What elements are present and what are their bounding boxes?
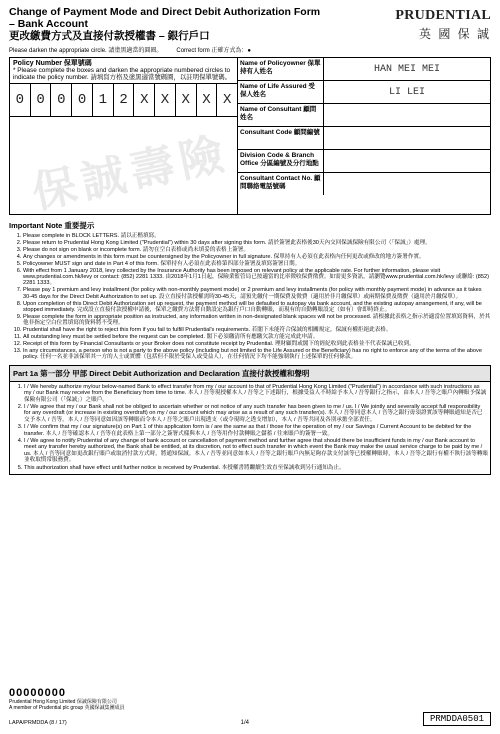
form-title-en: Change of Payment Mode and Direct Debit Authorization Form [9, 6, 321, 18]
division-code-label: Division Code & Branch Office 分區編號及分行地點 [238, 150, 324, 172]
consultant-contact-row [238, 173, 490, 195]
important-note: 3. Please do not sign on blank or incomplete form. 請勿在空白表格或尚未填妥的表格上簽署。 [23, 247, 491, 253]
important-note: 8. Upon completion of this Direct Debit Authorization set up request, the payment method will be defaulted to autopay via bank account, and the existing autopay arrangement, if any, will be stopped immediately. 完成設立直接付款授權申請後，保單之繳費方法將自動設定為銀行戶口自動轉賬，而現有的自動轉賬設定（如有）會即時終止。 [23, 301, 491, 314]
policy-number-label-en: Policy Number [13, 60, 63, 67]
policy-number-note: * Please complete the boxes and darken the appropriate numbered circles to indicate the policy number. 請填寫方格及塗黑適當號碼圈，以註明保單號碼。 [13, 67, 232, 81]
page-number: 1/4 [240, 720, 249, 726]
logo-chinese: 英 國 保 誠 [418, 27, 491, 41]
policy-number-label-zh: 保單號碼 [63, 60, 92, 67]
footer-company: Prudential Hong Kong Limited 保誠保險有限公司 [9, 699, 117, 705]
consultant-code-label: Consultant Code 顧問編號 [238, 127, 324, 149]
important-note-title: Important Note 重要提示 [9, 221, 95, 230]
policy-digit[interactable]: X [134, 84, 155, 116]
consultant-contact-field[interactable] [324, 173, 490, 195]
watermark-area [10, 116, 237, 219]
part-1a-section [9, 365, 491, 475]
part-1a-list [10, 384, 488, 471]
footer-company-sub: A member of Prudential plc group 英國保誠集團成員 [9, 705, 125, 711]
consultant-code-field[interactable] [324, 127, 490, 149]
consultant-name-label: Name of Consultant 顧問姓名 [238, 104, 324, 126]
life-assured-row [238, 81, 490, 104]
policy-details-section [238, 58, 490, 214]
watermark-text: 保誠壽險 [28, 128, 234, 219]
form-title-zh: 更改繳費方式及直接付款授權書 – 銀行戶口 [9, 30, 210, 42]
important-note: 7. Please pay 1 premium and levy installment (for policy with non-monthly payment mode) or 2 premium and levy installments (for policy with monthly payment mode) in advance as it takes 30-45 days for the Direct Debit Authorization to set up. 設立直接付款授權需時30-45天，請預先繳付一期保費及徵費（適用於非月繳保單）或兩期保費及徵費（適用於月繳保單）。 [23, 287, 491, 300]
policy-digit[interactable]: X [223, 92, 232, 108]
policy-digit[interactable]: 0 [10, 84, 31, 116]
consultant-name-row [238, 104, 490, 127]
part-1a-item: 1. I / We hereby authorize my/our below-named Bank to effect transfer from my / our account to that of Prudential Hong Kong Limited ("Prudential") in accordance with such instructions as my / our Bank may receive from the Beneficiary from time to time. 本人 / 吾等現授權本人 / 吾等之下述銀行，根據受益人不時給予本人 / 吾等銀行之指示，由本人 / 吾等之賬戶內轉賬予保誠保險有限公司（「保誠」）之賬戶。 [24, 384, 488, 403]
document-code: PRMDDA0501 [423, 712, 491, 726]
important-note: 11. All outstanding levy must be settled before the request can be completed. 閣下必須繳清所有應繳欠款方能完成此申請。 [23, 334, 491, 340]
form-title [9, 6, 320, 42]
policy-number-digits [10, 84, 237, 116]
page-footer [9, 687, 491, 726]
darken-instructions [9, 45, 491, 54]
important-note: 10. Prudential shall have the right to reject this form if you fail to fulfill Prudential's requirements. 若閣下未能符合保誠的相關規定，保誠有權拒絕此表格。 [23, 327, 491, 333]
division-code-field[interactable] [324, 150, 490, 172]
darken-text: Please darken the appropriate circle. 請塗黑適當的圓圈。 [9, 48, 163, 54]
policy-digit[interactable]: X [197, 84, 218, 116]
prudential-logo [395, 8, 491, 42]
part-1a-item: 3. I / We confirm that my / our signature(s) on Part 1 of this application form is / are the same as that / those for the operation of my / our Savings / Current Account to be debited for the transfer. 本人 / 吾等確認本人 / 吾等在此表格上第一部分之簽署式樣與本人 / 吾等用作付款轉賬之儲蓄 / 往來賬戶的簽署一致。 [24, 424, 488, 437]
policy-digit[interactable]: X [176, 84, 197, 116]
important-note: 2. Please return to Prudential Hong Kong Limited ("Prudential") within 30 days after signing this form. 請於簽署此表格後30天內交回保誠保險有限公司（「保誠」）處理。 [23, 240, 491, 246]
policyowner-name-field[interactable]: HAN MEI MEI [373, 63, 440, 75]
form-code: LAPA/PRMDDA (8 / 17) [9, 720, 67, 726]
life-assured-name-field[interactable]: LI LEI [388, 86, 425, 98]
important-note: 4. Any changes or amendments in this form must be countersigned by the Policyowner in full signature. 保單持有人必須在此表格內任何更改或修改的地方簽署作實。 [23, 254, 491, 260]
policy-digit[interactable]: 2 [114, 84, 135, 116]
header [9, 6, 491, 42]
policy-number-header [10, 58, 237, 84]
consultant-name-field[interactable] [324, 104, 490, 126]
policy-digit[interactable]: 0 [31, 84, 52, 116]
important-note: 9. Please complete the form in appropriate position as instructed, any information written in non-designated blank spaces will not be processed. 請根據此表格之指示於適當位置填寫資料，於其他非指定空白位置填寫的資料將不受理。 [23, 314, 491, 327]
policy-info-grid [9, 57, 491, 219]
footer-bottom-row [9, 712, 491, 726]
policyowner-row [238, 58, 490, 81]
part-1a-item: 4. I / We agree to notify Prudential of any change of bank account or cancellation of payment method and further agree that should there be insufficient funds in my / our Bank account to meet any transfer hereby authorized, the Bank shall be entitled, at its discretion, not to effect such transfer in which event the Bank may make the usual service charge to be paid by me / us. 本人 / 吾等同意如更改銀行賬戶或取消付款方式時，將通知保誠。本人 / 吾等並同意如本人 / 吾等之銀行賬戶內無足夠存款支付該等已授權轉賬時，本人 / 吾等之銀行有權不執行該等轉賬並收取慣常服務費。 [24, 438, 488, 464]
life-assured-label: Name of Life Assured 受保人姓名 [238, 81, 324, 103]
footer-number: 00000000 [9, 687, 66, 699]
part-1a-title: Part 1a 第一部分 甲部 Direct Debit Authorization and Declaration 直接付款授權和聲明 [10, 366, 490, 382]
policy-digit[interactable]: X [155, 84, 176, 116]
important-note: 12. Receipt of this form by Financial Consultants or your Broker does not constitute receipt by Prudential. 理財顧問或閣下的經紀收到此表格並不代表保誠已收到。 [23, 341, 491, 347]
important-note: 13. In any circumstances, a person who is not a party to the above policy (including but not limited to the Life Assured or the Beneficiary) has no right to enforce any of the terms of the above policy. 任何一名並非該保單其一方的人士或實體（包括但不限於受保人或受益人），在任何情況下均不能強制執行上述保單的任何條款。 [23, 348, 491, 361]
correct-form-text: Correct form 正確方式為：● [176, 48, 252, 54]
part-1a-item: 2. I / We agree that my / our Bank shall not be obliged to ascertain whether or not notice of any such transfer has been given to me / us. I / We jointly and severally accept full responsibility for any overdraft (or increase in existing overdraft) on my / our account which may arise as a result of any such transfer(s). 本人 / 吾等同意本人 / 吾等之銀行毋須證實該等轉賬通知是否已交予本人 / 吾等。本人 / 吾等同意如因該等轉賬而令本人 / 吾等之賬戶出現透支（或令現時之透支增加），本人 / 吾等共同及各別承擔全部責任。 [24, 404, 488, 423]
important-note: 6. With effect from 1 January 2018, levy collected by the Insurance Authority has been imposed on relevant policy at the applicable rate. For further information, please visit www.prudential.com.hk/levy or contact: (852) 2281 1333. 由2018年1月1日起，保險業監管局已按適當的比率徵收保費徵費。如需更多資訊，請瀏覽www.prudential.com.hk/levy 或聯絡: (852) 2281 1333。 [23, 268, 491, 287]
consultant-code-row [238, 127, 490, 150]
policy-number-section [10, 58, 238, 219]
important-notes-list [9, 233, 491, 361]
policy-digit[interactable]: 0 [72, 84, 93, 116]
important-note: 1. Please complete in BLOCK LETTERS. 請以正楷填寫。 [23, 233, 491, 239]
policy-digit[interactable]: 1 [93, 84, 114, 116]
form-title-en-2: – Bank Account [9, 18, 88, 30]
policyowner-label: Name of Policyowner 保單持有人姓名 [238, 58, 324, 80]
policy-digit[interactable]: 0 [51, 84, 72, 116]
important-note: 5. Policyowner MUST sign and date in Part 4 of this form. 保單持有人必須在此表格第四部分簽署及填寫簽署日期。 [23, 261, 491, 267]
division-code-row [238, 150, 490, 173]
part-1a-item: 5. This authorization shall have effect until further notice is received by Prudential. 本授權書將繼續生效直至保誠收到另行通知為止。 [24, 465, 488, 471]
logo-wordmark: PRUDENTIAL [395, 8, 491, 23]
consultant-contact-label: Consultant Contact No. 顧問聯絡電話號碼 [238, 173, 324, 195]
